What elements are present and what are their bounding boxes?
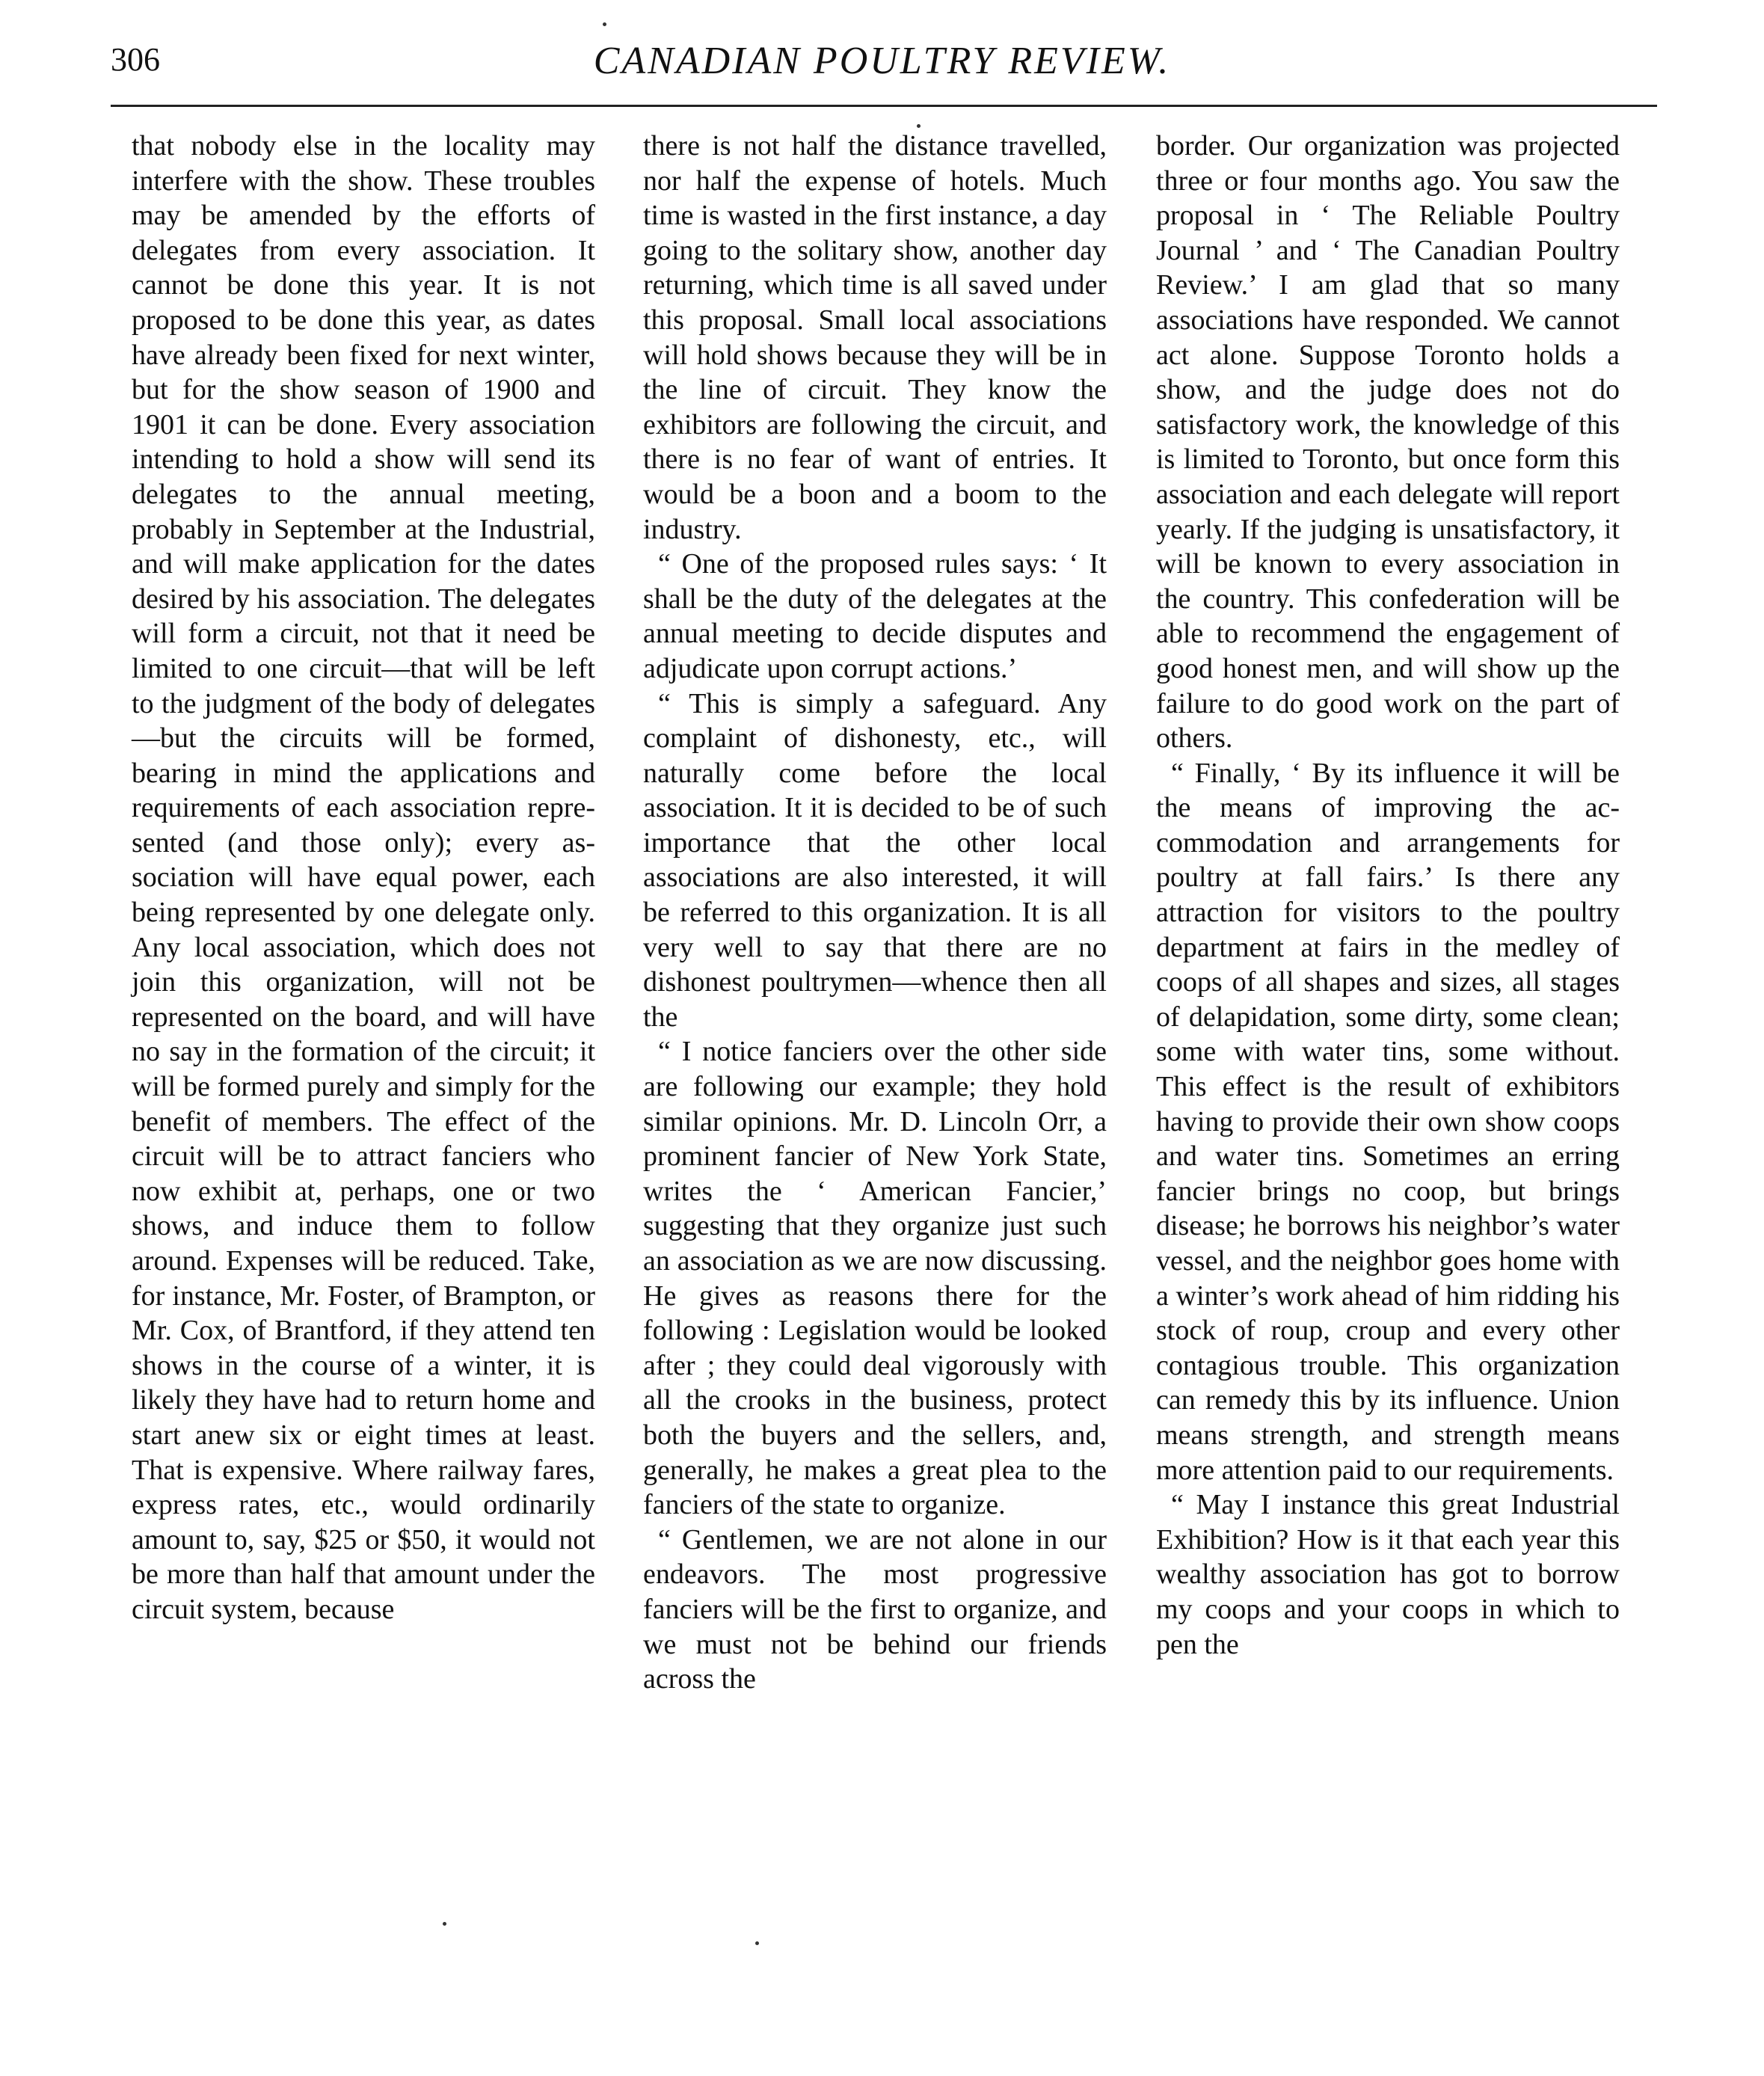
column-1 <box>132 129 595 1627</box>
page-number: 306 <box>111 41 160 78</box>
ink-speck <box>443 1922 446 1926</box>
paragraph: “ Finally, ‘ By its influence it will be the means of improving the accommodation and arrangements for poultry at fall fairs.’ Is there any attraction for visitors to the poultry department at fairs in the medley of coops of all shapes and sizes, all stages of delapidation, some dirty, some clean; some with water tins, some without. This effect is the result of exhibitors having to provide their own show coops and water tins. Sometimes an erring fancier brings no coop, but brings disease; he borrows his neighbor’s water vessel, and the neighbor goes home with a winter’s work ahead of him ridding his stock of roup, croup and every other contagious trouble. This organization can remedy this by its influence. Union means strength, and strength means more attention paid to our requirements. <box>1156 757 1620 1486</box>
paragraph: border. Our organization was projected three or four months ago. You saw the proposal in ‘ The Reliable Poultry Journal ’ and ‘ The Canadian Poultry Review.’ I am glad that so many associations have responded. We cannot act alone. Suppose Toronto holds a show, and the judge does not do satisfactory work, the knowledge of this is limited to Toronto, but once form this association and each delegate will report yearly. If the judging is unsatisfactory, it will be known to every association in the country. This confederation will be able to recommend the engagement of good honest men, and will show up the failure to do good work on the part of others. <box>1156 130 1620 755</box>
paragraph: “ Gentlemen, we are not alone in our endeavors. The most progressive fanciers will be the first to organize, and we must not be behind our friends across the <box>643 1523 1107 1695</box>
ink-speck <box>603 22 606 26</box>
header-rule <box>111 105 1657 107</box>
paragraph: there is not half the distance travelled, nor half the expense of hotels. Much time is wasted in the first instance, a day going to the solitary show, another day returning, which time is all saved under this proposal. Small local associations will hold shows because they will be in the line of circuit. They know the exhibitors are following the circuit, and there is no fear of want of entries. It would be a boon and a boom to the industry. <box>643 130 1107 545</box>
paragraph: “ I notice fanciers over the other side are following our example; they hold similar opinions. Mr. D. Lincoln Orr, a prominent fancier of New York State, writes the ‘ American Fancier,’ suggesting that they organize just such an association as we are now discussing. He gives as reasons there for the following : Legislation would be looked after ; they could deal vigorously with all the crooks in the business, protect both the buyers and the sellers, and, generally, he makes a great plea to the fanciers of the state to organize. <box>643 1036 1107 1521</box>
ink-speck <box>755 1941 759 1945</box>
paragraph: that nobody else in the locality may interfere with the show. These troubles may be amended by the efforts of delegates from every association. It cannot be done this year. It is not proposed to be done this year, as dates have already been fixed for next winter, but for the show season of 1900 and 1901 it can be done. Every association intending to hold a show will send its delegates to the annual meeting, probably in September at the Industrial, and will make application for the dates desired by his association. The delegates will form a circuit, not that it need be limited to one circuit—that will be left to the judgment of the body of delegates—but the circuits will be formed, bearing in mind the applications and requirements of each association represented (and those only); every association will have equal power, each being represented by one delegate only. Any local association, which does not join this organization, will not be represented on the board, and will have no say in the formation of the circuit; it will be formed purely and simply for the benefit of members. The effect of the circuit will be to attract fanciers who now exhibit at, perhaps, one or two shows, and induce them to follow around. Expenses will be reduced. Take, for instance, Mr. Foster, of Brampton, or Mr. Cox, of Brantford, if they attend ten shows in the course of a winter, it is likely they have had to return home and start anew six or eight times at least. That is expensive. Where railway fares, express rates, etc., would ordinarily amount to, say, $25 or $50, it would not be more than half that amount under the circuit system, because <box>132 130 595 1625</box>
paragraph: “ This is simply a safeguard. Any complaint of dishonesty, etc., will naturally come before the local association. It it is decided to be of such importance that the other local associations are also interested, it will be referred to this organization. It is all very well to say that there are no dishonest poultrymen—whence then all the <box>643 687 1107 1033</box>
column-2 <box>643 129 1107 1697</box>
running-head-title: CANADIAN POULTRY REVIEW. <box>593 40 1171 82</box>
ink-speck <box>917 124 921 128</box>
paragraph: “ One of the proposed rules says: ‘ It shall be the duty of the delegates at the annual meeting to decide disputes and adjudicate upon corrupt actions.’ <box>643 548 1107 684</box>
column-3 <box>1156 129 1620 1662</box>
paragraph: “ May I instance this great Industrial Exhibition? How is it that each year this wealthy association has got to borrow my coops and your coops in which to pen the <box>1156 1489 1620 1660</box>
